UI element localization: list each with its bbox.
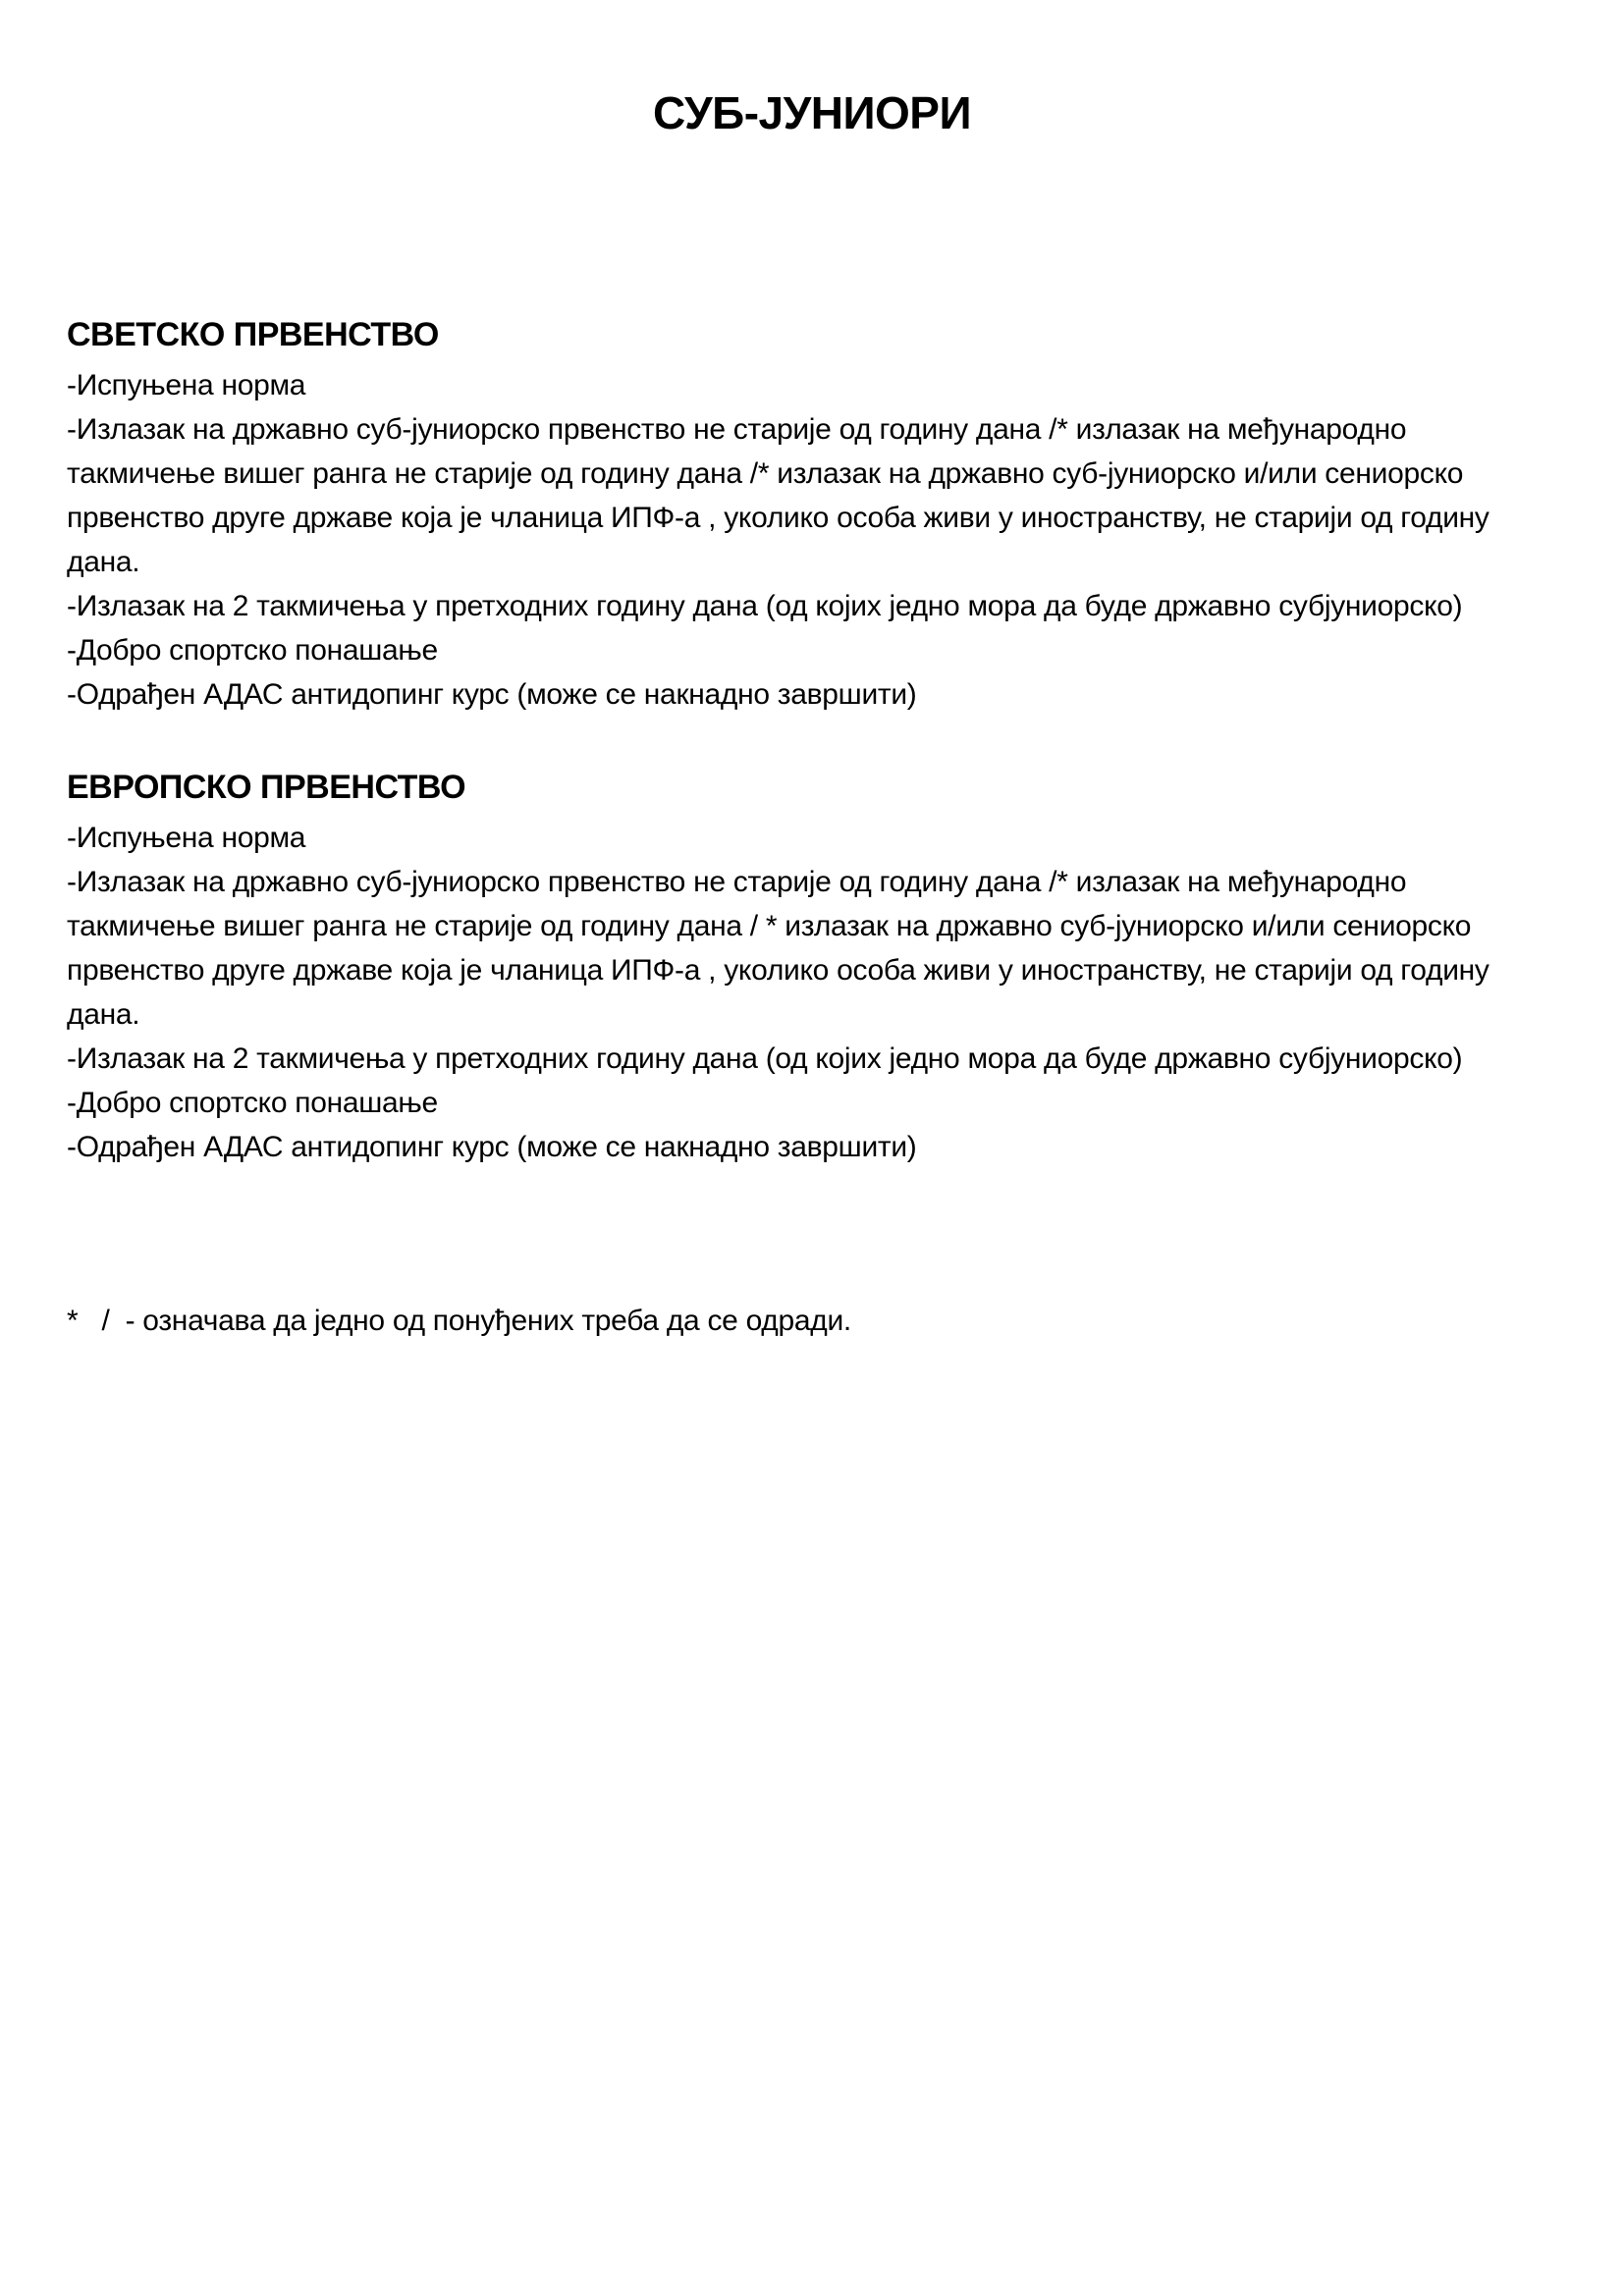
section-world-championship (67, 315, 1557, 717)
requirement-item: -Излазак на 2 такмичења у претходних годину дана (од којих једно мора да буде државно субјуниорско) (67, 589, 1463, 622)
requirement-item: -Испуњена норма (67, 821, 306, 854)
requirement-item: -Одрађен АДАС антидопинг курс (може се накнадно завршити) (67, 677, 917, 711)
requirement-item: -Излазак на 2 такмичења у претходних годину дана (од којих једно мора да буде државно субјуниорско) (67, 1041, 1463, 1075)
requirement-item: -Излазак на државно суб-јуниорско првенство не старије од годину дана /* излазак на међународно такмичење вишег ранга не старије од годину дана /* излазак на државно суб-јуниорско и/или сениорско првенство друге државе која је чланица ИПФ-а , уколико особа живи у иностранству, не старији од годину дана. (67, 412, 1489, 578)
requirement-item: -Испуњена норма (67, 368, 306, 401)
requirement-item: -Одрађен АДАС антидопинг курс (може се накнадно завршити) (67, 1130, 917, 1163)
footnote: * / - означава да једно од понуђених треба да се одради. (67, 1304, 851, 1337)
section-heading-world: СВЕТСКО ПРВЕНСТВО (67, 316, 439, 354)
requirement-item: -Излазак на државно суб-јуниорско првенство не старије од годину дана /* излазак на међународно такмичење вишег ранга не старије од годину дана / * излазак на државно суб-јуниорско и/или сениорско првенство друге државе која је чланица ИПФ-а , уколико особа живи у иностранству, не старији од годину дана. (67, 865, 1489, 1031)
page-title: СУБ-ЈУНИОРИ (652, 87, 972, 138)
requirement-item: -Добро спортско понашање (67, 1086, 438, 1119)
section-european-championship (67, 768, 1557, 1169)
section-heading-european: ЕВРОПСКО ПРВЕНСТВО (67, 768, 466, 806)
requirement-item: -Добро спортско понашање (67, 633, 438, 667)
